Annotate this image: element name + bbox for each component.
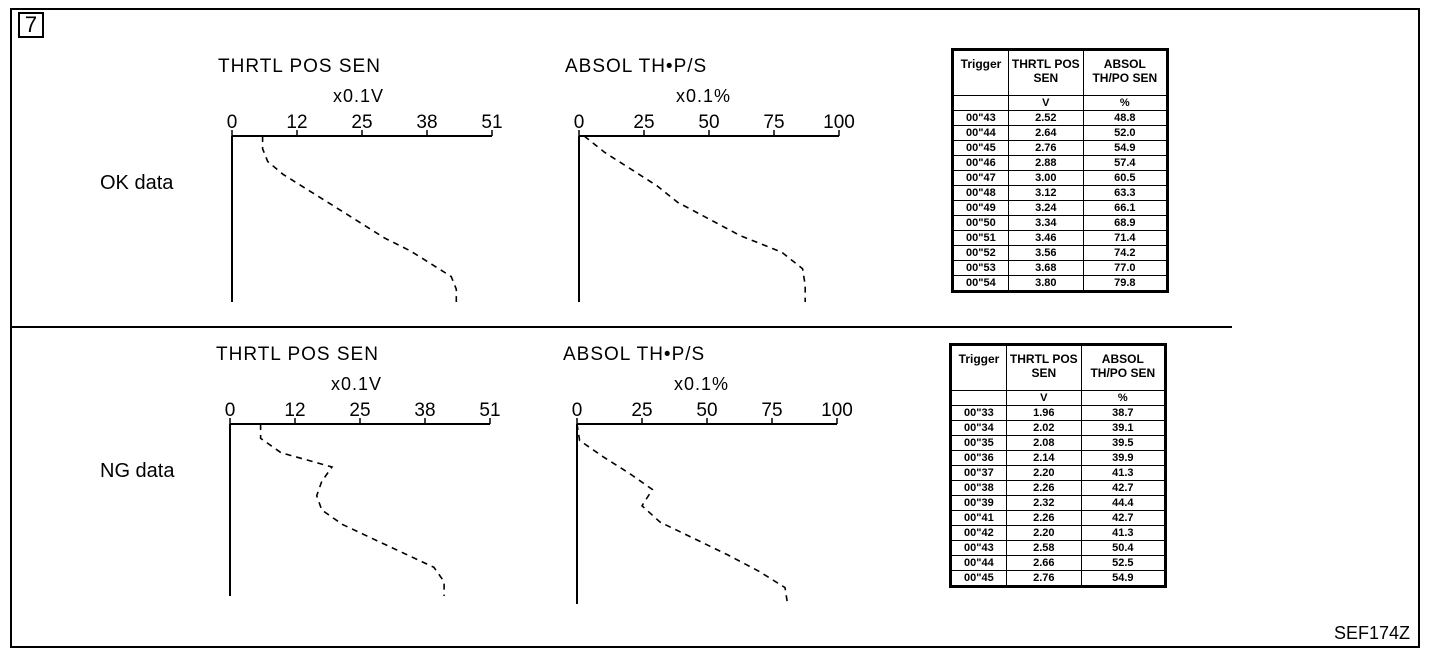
absol-th-po-sen-cell: 77.0: [1083, 261, 1167, 276]
absol-th-po-sen-cell: 52.5: [1081, 556, 1165, 571]
trigger-cell: 00"36: [951, 451, 1007, 466]
trigger-cell: 00"44: [953, 126, 1009, 141]
x-tick-label: 100: [821, 400, 853, 421]
absol-th-po-sen-cell: 39.9: [1081, 451, 1165, 466]
trigger-cell: 00"41: [951, 511, 1007, 526]
table-header-row: [953, 50, 1168, 96]
absol-th-po-sen-cell: 44.4: [1081, 496, 1165, 511]
x-tick-label: 50: [696, 400, 718, 421]
trigger-unit: [953, 96, 1009, 111]
thrtl-pos-sen-cell: 2.20: [1007, 466, 1082, 481]
thrtl-pos-sen-cell: 2.20: [1007, 526, 1082, 541]
table-row: [953, 111, 1168, 126]
ng-tps-chart: [225, 400, 501, 596]
absol-th-po-sen-header: ABSOL TH/PO SEN: [1081, 345, 1165, 391]
percent-unit: %: [1083, 96, 1167, 111]
ok-row-label: OK data: [100, 172, 174, 194]
table-row: [953, 141, 1168, 156]
x-tick-label: 25: [631, 400, 653, 421]
ok-data-table: [951, 48, 1169, 293]
ng-row-label: NG data: [100, 460, 175, 482]
absol-th-po-sen-cell: 79.8: [1083, 276, 1167, 292]
x-tick-label: 0: [571, 400, 583, 421]
percent-unit: %: [1081, 391, 1165, 406]
table-row: [953, 246, 1168, 261]
x-tick-label: 25: [349, 400, 371, 421]
trigger-cell: 00"45: [953, 141, 1009, 156]
x-tick-label: 12: [286, 112, 308, 133]
table-row: [951, 421, 1166, 436]
trigger-cell: 00"52: [953, 246, 1009, 261]
trigger-cell: 00"45: [951, 571, 1007, 587]
trigger-cell: 00"53: [953, 261, 1009, 276]
thrtl-pos-sen-cell: 2.02: [1007, 421, 1082, 436]
thrtl-pos-sen-cell: 2.66: [1007, 556, 1082, 571]
table-row: [951, 526, 1166, 541]
ok-tps-title: THRTL POS SEN: [218, 56, 381, 77]
thrtl-pos-sen-cell: 3.24: [1009, 201, 1084, 216]
thrtl-pos-sen-cell: 2.08: [1007, 436, 1082, 451]
thrtl-pos-sen-cell: 2.76: [1007, 571, 1082, 587]
thrtl-pos-sen-cell: 2.58: [1007, 541, 1082, 556]
x-tick-label: 100: [823, 112, 855, 133]
absol-th-po-sen-cell: 60.5: [1083, 171, 1167, 186]
table-row: [951, 466, 1166, 481]
absol-th-po-sen-cell: 71.4: [1083, 231, 1167, 246]
thrtl-pos-sen-cell: 2.88: [1009, 156, 1084, 171]
volt-unit: V: [1009, 96, 1084, 111]
series-line: [261, 424, 445, 596]
absol-th-po-sen-cell: 42.7: [1081, 511, 1165, 526]
ok-abs-chart: [574, 112, 855, 302]
thrtl-pos-sen-cell: 2.52: [1009, 111, 1084, 126]
ok-abs-title: ABSOL TH•P/S: [565, 56, 708, 77]
absol-th-po-sen-cell: 54.9: [1081, 571, 1165, 587]
table-unit-row: [951, 391, 1166, 406]
thrtl-pos-sen-cell: 2.64: [1009, 126, 1084, 141]
table-row: [951, 481, 1166, 496]
thrtl-pos-sen-cell: 1.96: [1007, 406, 1082, 421]
trigger-cell: 00"46: [953, 156, 1009, 171]
table-unit-row: [953, 96, 1168, 111]
absol-th-po-sen-cell: 68.9: [1083, 216, 1167, 231]
absol-th-po-sen-cell: 57.4: [1083, 156, 1167, 171]
x-tick-label: 0: [573, 112, 585, 133]
thrtl-pos-sen-cell: 2.14: [1007, 451, 1082, 466]
trigger-cell: 00"39: [951, 496, 1007, 511]
x-tick-label: 51: [479, 400, 501, 421]
table-row: [953, 261, 1168, 276]
series-line: [263, 136, 457, 302]
thrtl-pos-sen-cell: 2.76: [1009, 141, 1084, 156]
trigger-cell: 00"33: [951, 406, 1007, 421]
absol-th-po-sen-cell: 48.8: [1083, 111, 1167, 126]
trigger-cell: 00"49: [953, 201, 1009, 216]
thrtl-pos-sen-cell: 2.32: [1007, 496, 1082, 511]
table-row: [951, 436, 1166, 451]
table-row: [953, 216, 1168, 231]
absol-th-po-sen-header: ABSOL TH/PO SEN: [1083, 50, 1167, 96]
absol-th-po-sen-cell: 41.3: [1081, 466, 1165, 481]
table-row: [951, 406, 1166, 421]
x-tick-label: 0: [224, 400, 236, 421]
thrtl-pos-sen-cell: 3.12: [1009, 186, 1084, 201]
thrtl-pos-sen-cell: 3.80: [1009, 276, 1084, 292]
absol-th-po-sen-cell: 42.7: [1081, 481, 1165, 496]
trigger-header: Trigger: [951, 345, 1007, 391]
trigger-cell: 00"47: [953, 171, 1009, 186]
table-row: [953, 186, 1168, 201]
table-row: [953, 126, 1168, 141]
trigger-cell: 00"50: [953, 216, 1009, 231]
x-tick-label: 75: [761, 400, 783, 421]
table-row: [951, 541, 1166, 556]
x-tick-label: 50: [698, 112, 720, 133]
thrtl-pos-sen-cell: 2.26: [1007, 511, 1082, 526]
table-row: [953, 171, 1168, 186]
volt-unit: V: [1007, 391, 1082, 406]
trigger-cell: 00"54: [953, 276, 1009, 292]
absol-th-po-sen-cell: 50.4: [1081, 541, 1165, 556]
thrtl-pos-sen-cell: 2.26: [1007, 481, 1082, 496]
absol-th-po-sen-cell: 39.1: [1081, 421, 1165, 436]
table-row: [951, 571, 1166, 587]
table-header-row: [951, 345, 1166, 391]
ok-tps-chart: [227, 112, 503, 302]
trigger-header: Trigger: [953, 50, 1009, 96]
thrtl-pos-sen-cell: 3.56: [1009, 246, 1084, 261]
table-row: [953, 231, 1168, 246]
table-row: [951, 451, 1166, 466]
table-row: [951, 556, 1166, 571]
ok-abs-unit: x0.1%: [676, 86, 732, 106]
trigger-unit: [951, 391, 1007, 406]
trigger-cell: 00"38: [951, 481, 1007, 496]
trigger-cell: 00"43: [953, 111, 1009, 126]
figure-caption: SEF174Z: [1333, 623, 1410, 643]
step-number-box: 7: [18, 12, 44, 38]
ng-abs-title: ABSOL TH•P/S: [563, 344, 706, 365]
x-tick-label: 75: [763, 112, 785, 133]
table-row: [951, 511, 1166, 526]
ok-tps-unit: x0.1V: [333, 86, 385, 106]
absol-th-po-sen-cell: 38.7: [1081, 406, 1165, 421]
trigger-cell: 00"44: [951, 556, 1007, 571]
table-row: [951, 496, 1166, 511]
x-tick-label: 25: [633, 112, 655, 133]
trigger-cell: 00"42: [951, 526, 1007, 541]
series-line: [577, 424, 788, 604]
table-row: [953, 276, 1168, 292]
table-row: [953, 201, 1168, 216]
series-line: [584, 136, 805, 302]
thrtl-pos-sen-cell: 3.00: [1009, 171, 1084, 186]
thrtl-pos-sen-header: THRTL POS SEN: [1009, 50, 1084, 96]
absol-th-po-sen-cell: 52.0: [1083, 126, 1167, 141]
thrtl-pos-sen-cell: 3.34: [1009, 216, 1084, 231]
trigger-cell: 00"51: [953, 231, 1009, 246]
ng-tps-title: THRTL POS SEN: [216, 344, 379, 365]
absol-th-po-sen-cell: 63.3: [1083, 186, 1167, 201]
ng-data-table: [949, 343, 1167, 588]
x-tick-label: 0: [226, 112, 238, 133]
absol-th-po-sen-cell: 41.3: [1081, 526, 1165, 541]
thrtl-pos-sen-cell: 3.68: [1009, 261, 1084, 276]
absol-th-po-sen-cell: 54.9: [1083, 141, 1167, 156]
ng-tps-unit: x0.1V: [331, 374, 383, 394]
thrtl-pos-sen-cell: 3.46: [1009, 231, 1084, 246]
ng-abs-unit: x0.1%: [674, 374, 730, 394]
trigger-cell: 00"37: [951, 466, 1007, 481]
x-tick-label: 38: [416, 112, 438, 133]
table-row: [953, 156, 1168, 171]
trigger-cell: 00"43: [951, 541, 1007, 556]
x-tick-label: 38: [414, 400, 436, 421]
trigger-cell: 00"48: [953, 186, 1009, 201]
absol-th-po-sen-cell: 39.5: [1081, 436, 1165, 451]
absol-th-po-sen-cell: 66.1: [1083, 201, 1167, 216]
x-tick-label: 51: [481, 112, 503, 133]
x-tick-label: 12: [284, 400, 306, 421]
trigger-cell: 00"35: [951, 436, 1007, 451]
trigger-cell: 00"34: [951, 421, 1007, 436]
x-tick-label: 25: [351, 112, 373, 133]
ng-abs-chart: [572, 400, 853, 604]
absol-th-po-sen-cell: 74.2: [1083, 246, 1167, 261]
thrtl-pos-sen-header: THRTL POS SEN: [1007, 345, 1082, 391]
